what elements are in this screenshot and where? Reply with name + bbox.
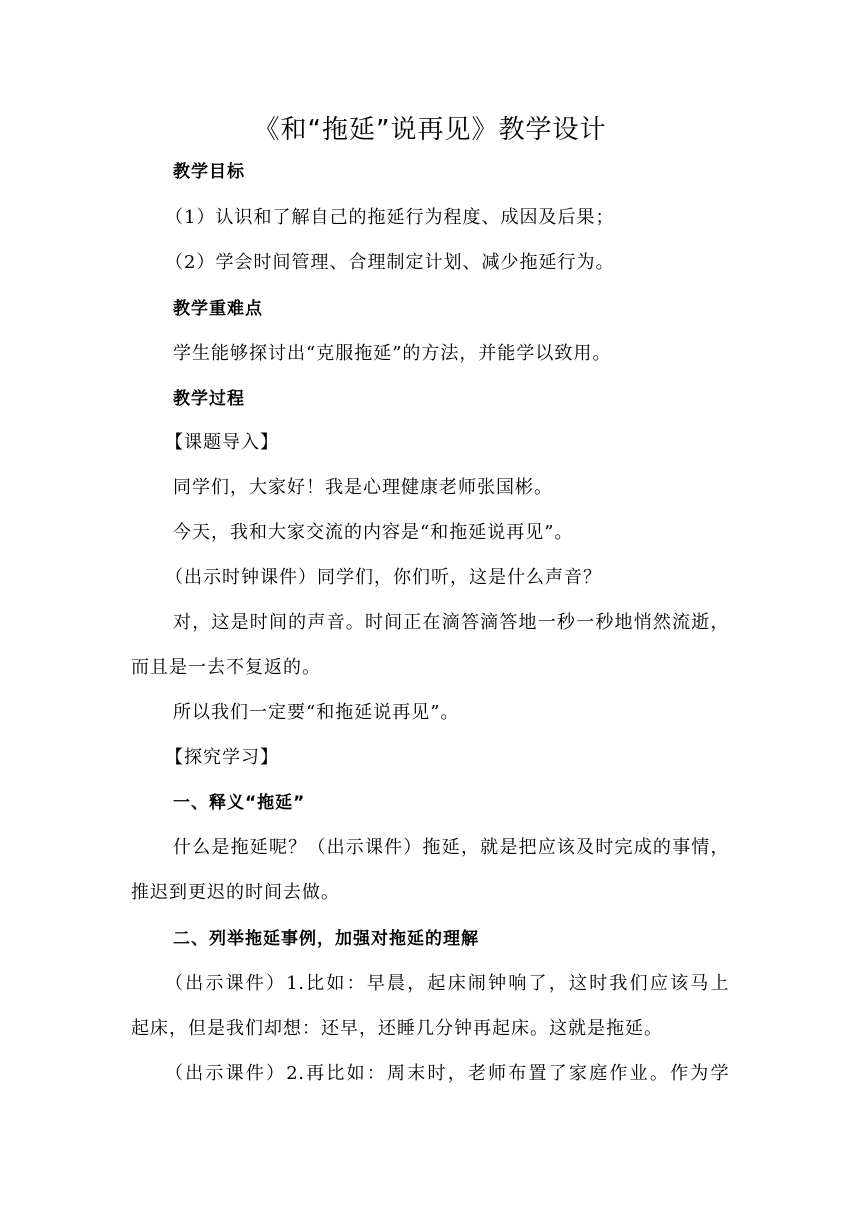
intro-paragraph-2: 今天，我和大家交流的内容是“和拖延说再见”。 <box>173 522 574 543</box>
example-1-line-1: （出示课件）1.比如：早晨，起床闹钟响了，这时我们应该马上 <box>165 973 729 994</box>
explain-line-2: 推迟到更迟的时间去做。 <box>131 882 340 903</box>
heading-objectives: 教学目标 <box>173 162 245 182</box>
key-points-text: 学生能够探讨出“克服拖延”的方法，并能学以致用。 <box>173 343 612 364</box>
objective-2: （2）学会时间管理、合理制定计划、减少拖延行为。 <box>165 252 615 273</box>
section-intro: 【课题导入】 <box>165 432 279 453</box>
sub-heading-1: 一、释义“拖延” <box>173 793 306 813</box>
intro-paragraph-3: （出示时钟课件）同学们，你们听，这是什么声音？ <box>165 567 602 588</box>
intro-paragraph-4-line-1: 对，这是时间的声音。时间正在滴答滴答地一秒一秒地悄然流逝， <box>173 612 729 633</box>
intro-paragraph-1: 同学们，大家好！我是心理健康老师张国彬。 <box>173 477 553 498</box>
sub-heading-2: 二、列举拖延事例，加强对拖延的理解 <box>173 929 479 949</box>
objective-1: （1）认识和了解自己的拖延行为程度、成因及后果； <box>165 207 615 228</box>
example-2-line-1: （出示课件）2.再比如：周末时，老师布置了家庭作业。作为学 <box>165 1063 729 1084</box>
heading-process: 教学过程 <box>173 389 245 409</box>
example-1-line-2: 起床，但是我们却想：还早，还睡几分钟再起床。这就是拖延。 <box>131 1018 663 1039</box>
section-explore: 【探究学习】 <box>165 747 279 768</box>
explain-line-1: 什么是拖延呢？（出示课件）拖延，就是把应该及时完成的事情， <box>173 837 729 858</box>
heading-key-points: 教学重难点 <box>173 299 263 319</box>
intro-paragraph-5: 所以我们一定要“和拖延说再见”。 <box>173 702 460 723</box>
document-title: 《和“拖延”说再见》教学设计 <box>253 115 607 145</box>
intro-paragraph-4-line-2: 而且是一去不复返的。 <box>131 657 321 678</box>
